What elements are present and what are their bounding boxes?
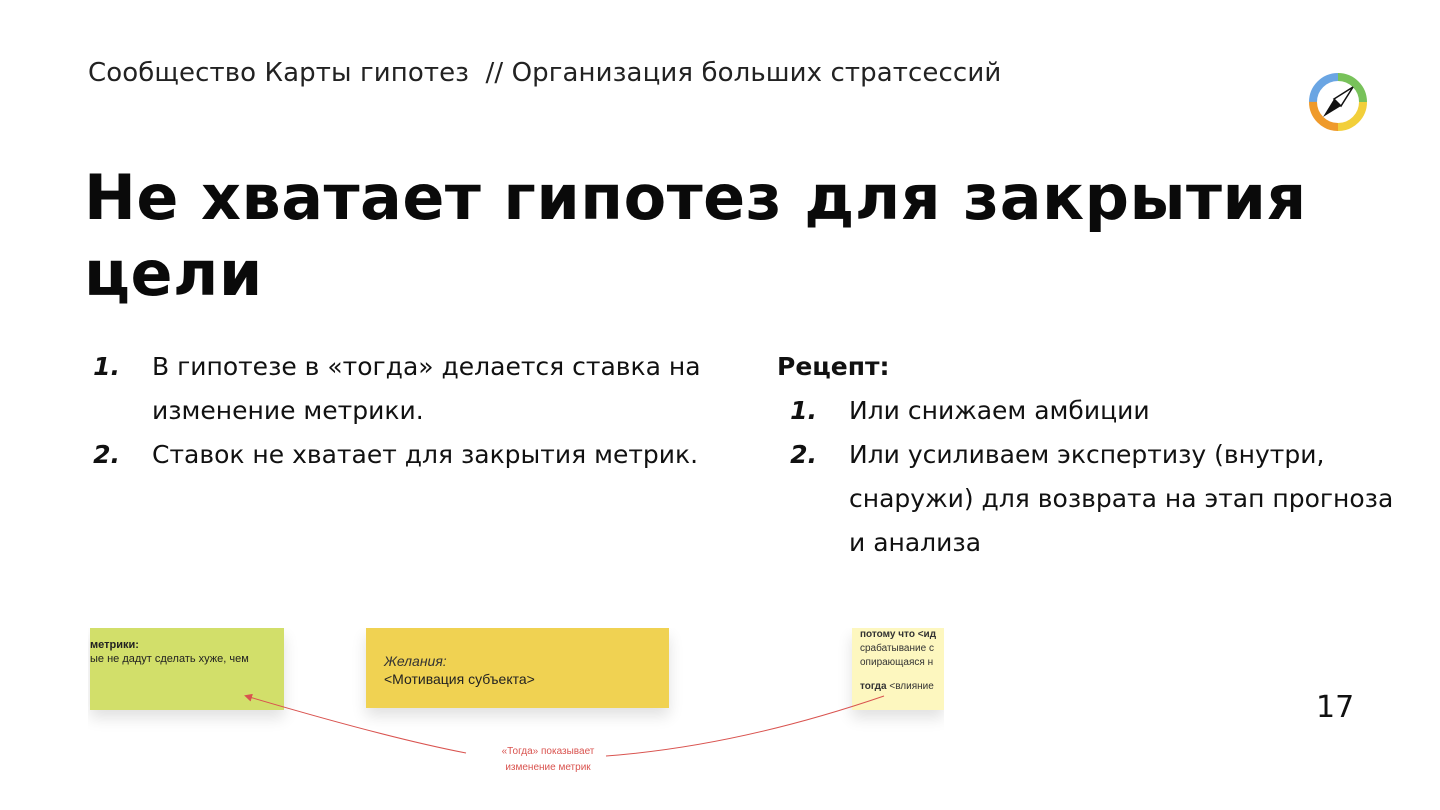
recipe-heading: Рецепт:: [777, 352, 890, 381]
arrow-to-metrics: [246, 696, 466, 753]
list-item: [93, 345, 712, 433]
annotation-label: [468, 744, 628, 776]
list-item: [790, 433, 1409, 565]
annotation-arrows: [88, 628, 944, 810]
header-separator: //: [485, 58, 504, 88]
list-text: Или усиливаем экспертизу (внутри, снаружи) для возврата на этап прогноза и анализа: [849, 440, 1394, 557]
list-text: Или снижаем амбиции: [849, 396, 1150, 425]
list-text: Ставок не хватает для закрытия метрик.: [152, 440, 699, 469]
list-text: В гипотезе в «тогда» делается ставка на изменение метрики.: [152, 352, 701, 425]
sticky-note-heading: метрики:: [90, 639, 139, 651]
slide-header: [88, 58, 1001, 88]
list-number: 1.: [790, 396, 817, 425]
list-item: [790, 389, 1409, 433]
problem-list: [93, 345, 712, 477]
annotation-text: изменение метрик: [505, 762, 591, 773]
hypothesis-map-illustration: [88, 628, 944, 810]
arrow-from-hypothesis: [606, 696, 884, 756]
header-breadcrumb: Сообщество Карты гипотез: [88, 58, 470, 88]
annotation-text: «Тогда» показывает: [501, 746, 595, 757]
list-number: 2.: [790, 440, 817, 469]
sticky-note-text: <Мотивация субъекта>: [384, 671, 535, 687]
header-section: Организация больших стратсессий: [511, 58, 1002, 88]
list-number: 1.: [93, 352, 120, 381]
sticky-note-keyword: тогда: [860, 681, 887, 692]
sticky-note-text: ые не дадут сделать хуже, чем: [90, 653, 249, 665]
sticky-note-text: срабатывание с: [860, 643, 934, 654]
list-number: 2.: [93, 440, 120, 469]
sticky-note-text: опирающаяся н: [860, 657, 934, 668]
page-number: 17: [1316, 690, 1355, 725]
recipe-list: [790, 389, 1409, 565]
sticky-note-text: потому что <ид: [860, 629, 937, 640]
compass-logo-icon: [1306, 70, 1370, 134]
list-item: [93, 433, 712, 477]
slide-title: Не хватает гипотез для закрытия цели: [84, 161, 1307, 310]
sticky-note-text: <влияние: [889, 681, 934, 692]
sticky-note-heading: Желания:: [384, 653, 447, 669]
